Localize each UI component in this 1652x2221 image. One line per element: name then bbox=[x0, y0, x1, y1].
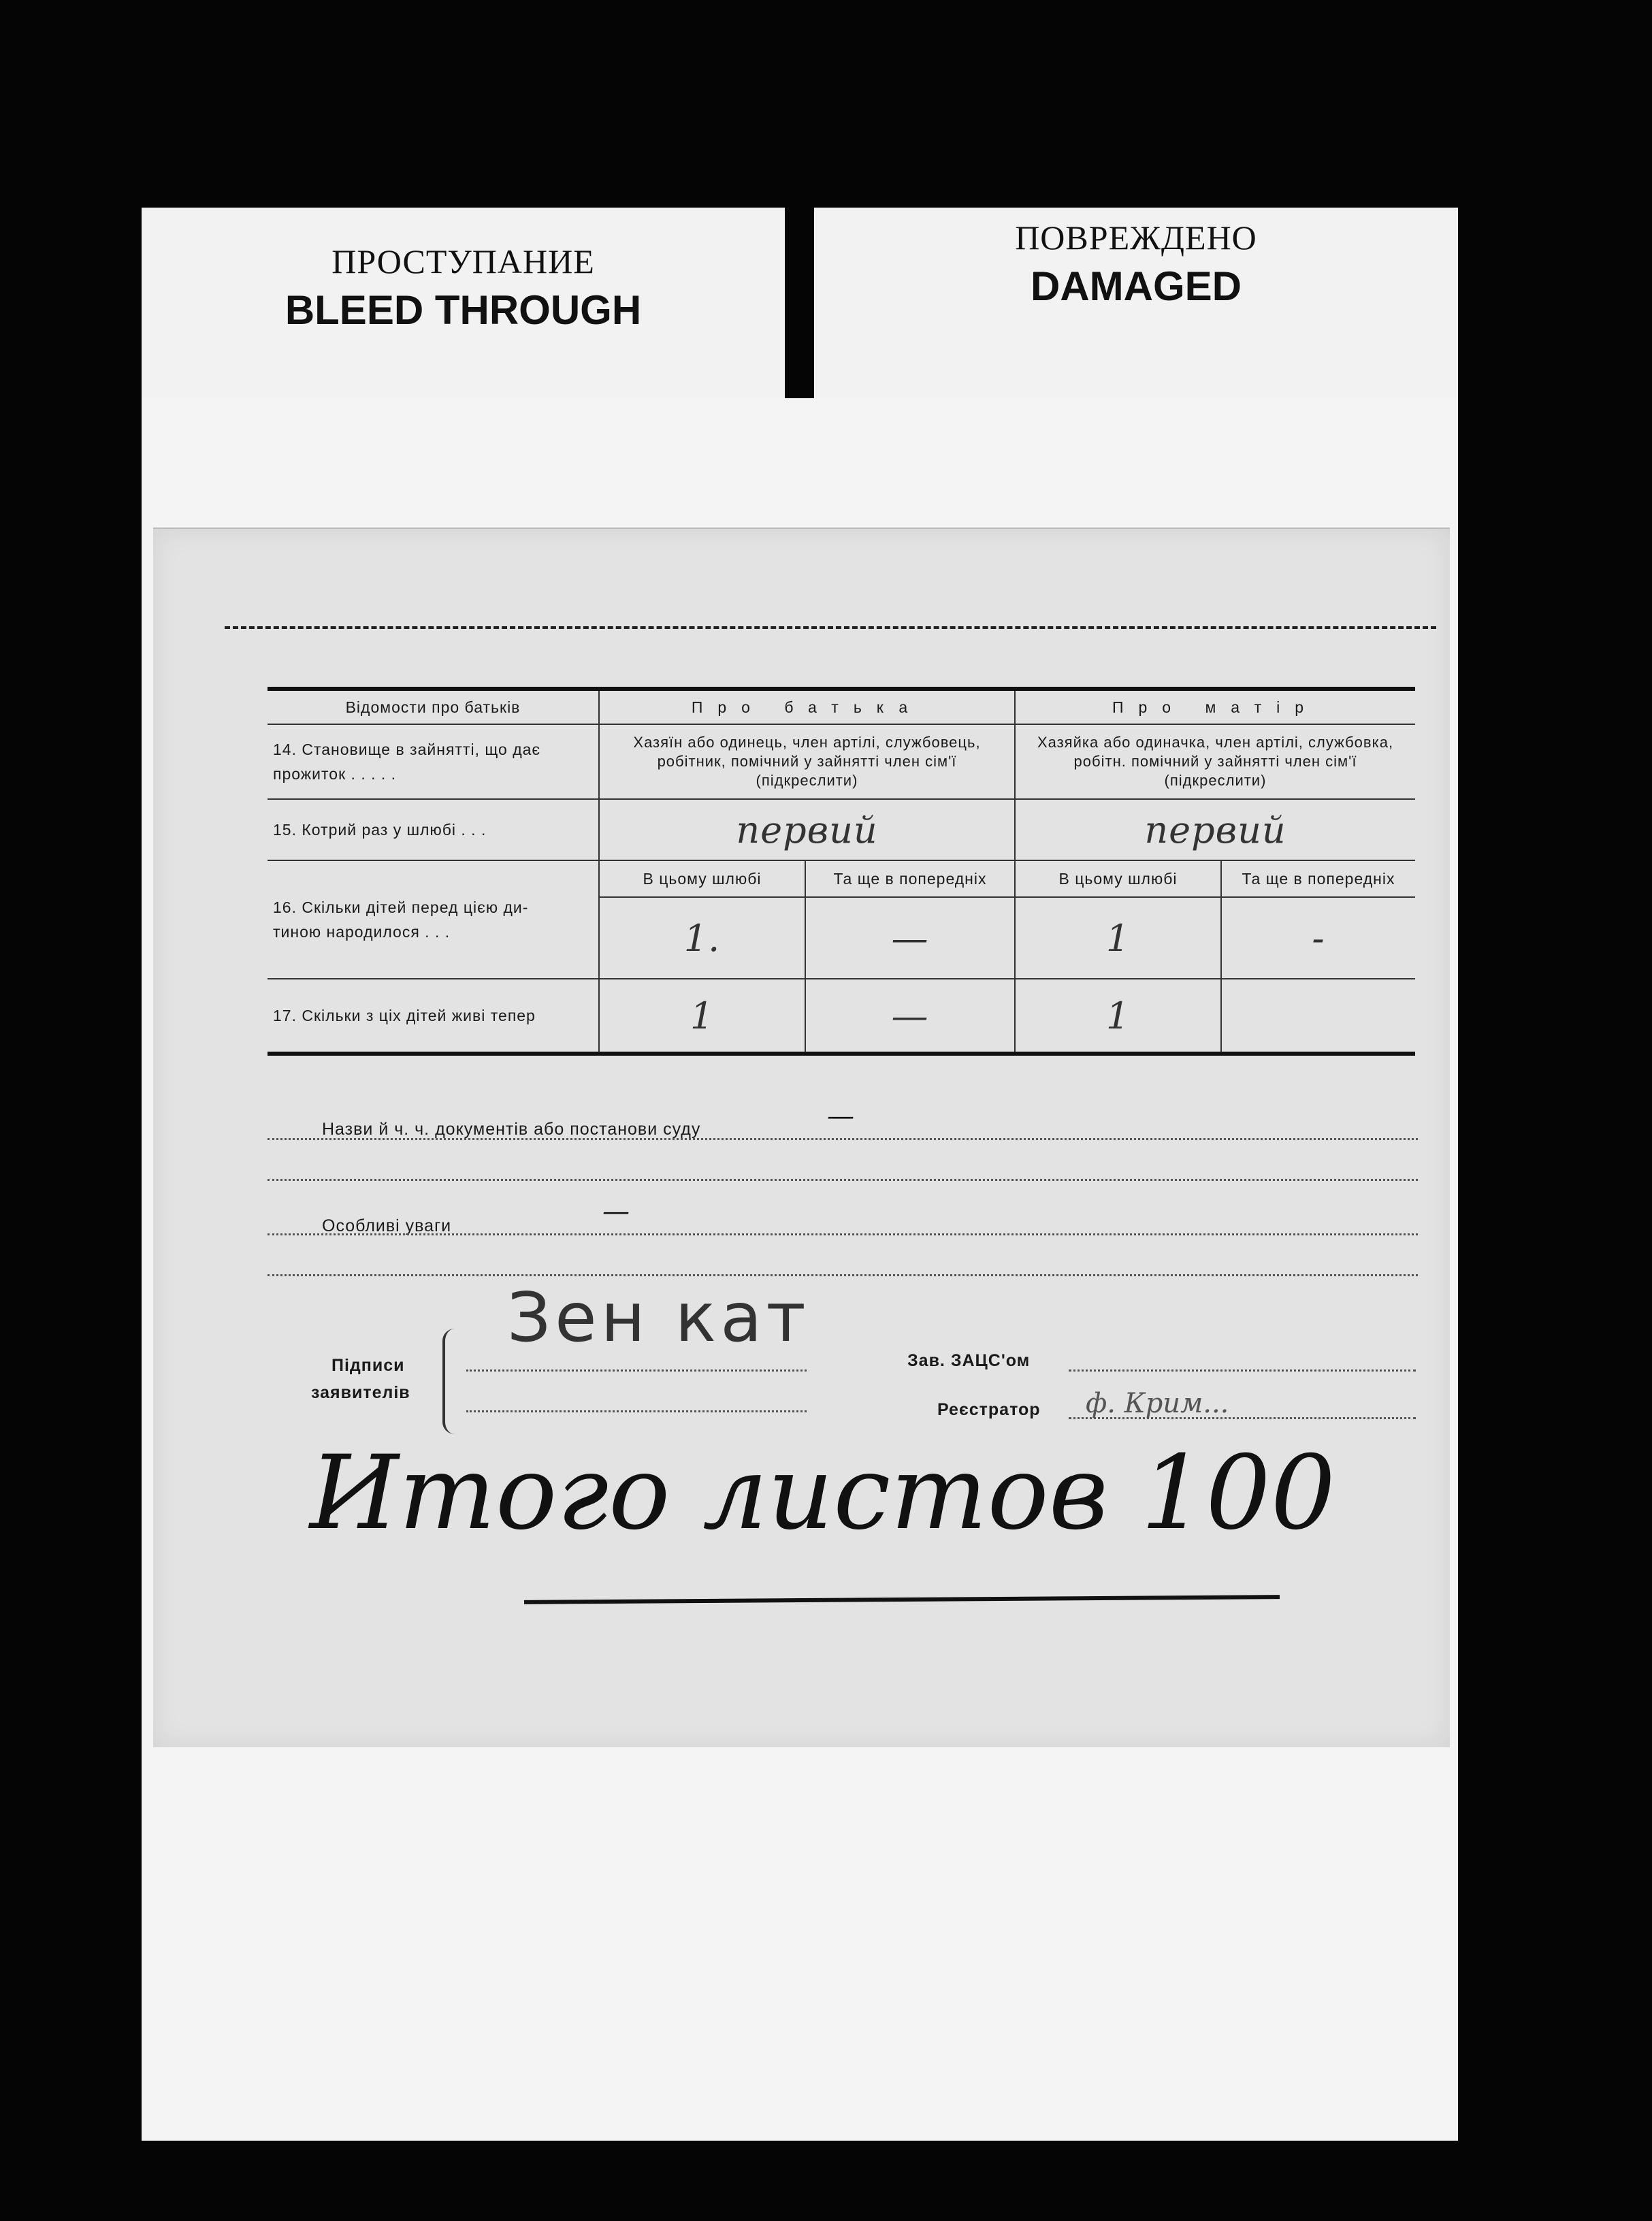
documents-label: Назви й ч. ч. документів або постанови суду bbox=[322, 1120, 701, 1139]
header-parents: Відомости про батьків bbox=[268, 689, 599, 724]
row15-father-value: первий bbox=[599, 799, 1015, 860]
row14-label-line2: прожиток . . . . . bbox=[273, 765, 397, 783]
perforation-line bbox=[225, 626, 1436, 629]
documents-value: — bbox=[827, 1101, 854, 1132]
row16-label-line1: 16. Скільки дітей перед цією ди- bbox=[273, 898, 529, 916]
row17-father-prev: — bbox=[805, 979, 1015, 1054]
row16-father-this: 1. bbox=[599, 897, 805, 979]
notes-line-1 bbox=[268, 1233, 1418, 1235]
damaged-ru: ПОВРЕЖДЕНО bbox=[1015, 218, 1257, 257]
documents-line-2 bbox=[268, 1179, 1418, 1181]
signatures-brace bbox=[442, 1329, 459, 1434]
damaged-en: DAMAGED bbox=[1031, 263, 1242, 309]
damaged-tag bbox=[814, 208, 1458, 398]
applicant-sign-line-1 bbox=[466, 1369, 807, 1372]
row16-label-line2: тиною народилося . . . bbox=[273, 923, 451, 941]
row14-label-line1: 14. Становище в зайнятті, що дає bbox=[273, 741, 541, 758]
head-sign-line bbox=[1069, 1369, 1416, 1372]
notes-line-2 bbox=[268, 1274, 1418, 1276]
row14-mother-options: Хазяйка або одиначка, член артілі, службовка, робітн. помічний у зайнятті член сім'ї (підкреслити) bbox=[1015, 724, 1415, 799]
applicant-signature: Зен кат bbox=[507, 1278, 810, 1357]
registrar-signature: ф. Крим... bbox=[1086, 1388, 1229, 1419]
signatures-label-1: Підписи bbox=[331, 1356, 405, 1375]
row16-mother-this: 1 bbox=[1015, 897, 1221, 979]
row14-father-options: Хазяїн або одинець, член артілі, службовець, робітник, помічний у зайнятті член сім'ї (підкреслити) bbox=[599, 724, 1015, 799]
row17-mother-prev bbox=[1221, 979, 1415, 1054]
row16-father-prev: — bbox=[805, 897, 1015, 979]
header-mother: Про матір bbox=[1015, 689, 1415, 724]
row15-label: 15. Котрий раз у шлюбі . . . bbox=[268, 799, 599, 860]
father-previous-header: Та ще в попередніх bbox=[805, 860, 1015, 897]
documents-line-1 bbox=[268, 1138, 1418, 1140]
mother-previous-header: Та ще в попередніх bbox=[1221, 860, 1415, 897]
signatures-label-2: заявителів bbox=[311, 1383, 410, 1402]
row14-label bbox=[268, 724, 599, 799]
row17-father-this: 1 bbox=[599, 979, 805, 1054]
row17-mother-this: 1 bbox=[1015, 979, 1221, 1054]
row16-mother-prev: - bbox=[1221, 897, 1415, 979]
bleed-through-tag bbox=[142, 208, 785, 398]
notes-label: Особливі уваги bbox=[322, 1216, 452, 1235]
applicant-sign-line-2 bbox=[466, 1410, 807, 1412]
scanned-form bbox=[153, 528, 1450, 1747]
bleed-through-en: BLEED THROUGH bbox=[285, 287, 642, 333]
notes-value: — bbox=[602, 1196, 630, 1227]
registrar-label: Реєстратор bbox=[937, 1400, 1041, 1419]
total-sheets-note: Итого листов 100 bbox=[310, 1434, 1336, 1553]
row17-label: 17. Скільки з ціх дітей живі тепер bbox=[268, 979, 599, 1054]
header-father: Про батька bbox=[599, 689, 1015, 724]
parents-info-table bbox=[268, 687, 1415, 1056]
row16-label bbox=[268, 860, 599, 979]
total-underline bbox=[524, 1595, 1280, 1604]
row15-mother-value: первий bbox=[1015, 799, 1415, 860]
bleed-through-ru: ПРОСТУПАНИЕ bbox=[331, 242, 595, 280]
head-label: Зав. ЗАЦС'ом bbox=[907, 1351, 1031, 1370]
mother-this-marriage-header: В цьому шлюбі bbox=[1015, 860, 1221, 897]
father-this-marriage-header: В цьому шлюбі bbox=[599, 860, 805, 897]
